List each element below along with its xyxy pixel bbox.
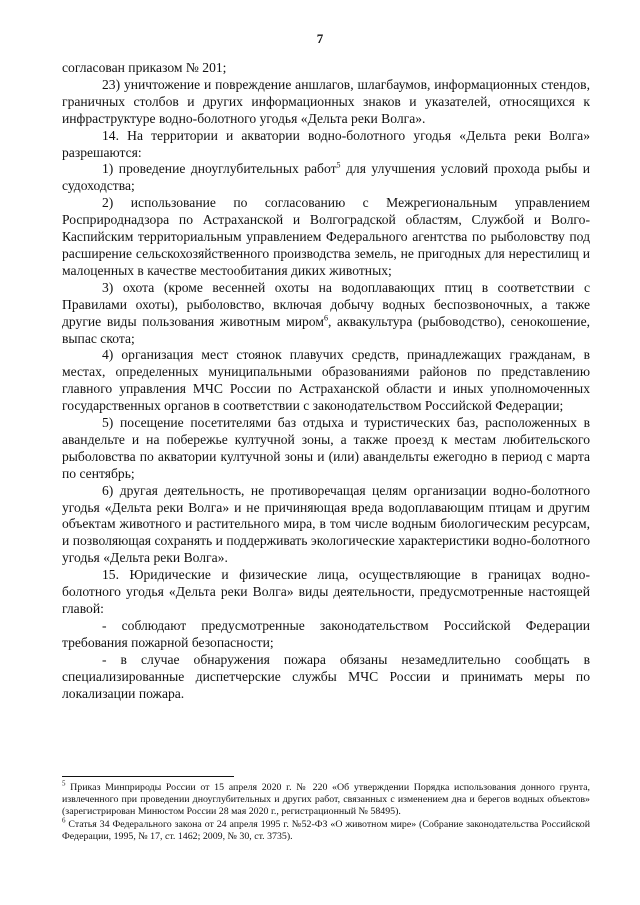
footnote-6: $^6$ Статья 34 Федерального закона от 24 апреля 1995 г. №52-ФЗ «О животном мире» (Собрание законодательства Российской Федерации, 1995, № 17, ст. 1462; 2009, № 30, ст. 3735). [62,816,590,842]
footnote-divider [62,776,234,777]
paragraph-continuation: согласован приказом № 201; [62,60,227,75]
footnote-5: $^5$ Приказ Минприроды России от 15 апреля 2020 г. № 220 «Об утверждении Порядка использования донного грунта, извлеченного при проведении дноуглубительных и других работ, связанных с изменением дна и берегов водных объектов» (зарегистрирован Минюстом России 28 мая 2020 г., регистрационный № 58495). [62,779,590,818]
page-number: 7 [316,31,324,46]
paragraph-item-4: 4) организация мест стоянок плавучих средств, принадлежащих гражданам, в местах, определенных муниципальными образованиями районов по представлению главного управления МЧС России по Астраханской области и иных уполномоченных государственных органов в соответствии с законодательством Российской Федерации; [62,347,590,414]
paragraph-item-23: 23) уничтожение и повреждение аншлагов, шлагбаумов, информационных стендов, граничных столбов и других информационных знаков и указателей, относящихся к инфраструктуре водно-болотного угодья «Дельта реки Волга». [62,76,590,126]
footnote-ref-5: 5 [336,160,341,170]
paragraph-item-3: 3) охота (кроме весенней охоты на водоплавающих птиц в соответствии с Правилами охоты), рыболовство, включая добычу водных беспозвоночных, а также другие виды пользования животным миром$^6$, аквакультура (рыбоводство), сенокошение, выпас скота; [62,279,590,346]
paragraph-dash-1: - соблюдают предусмотренные законодательством Российской Федерации требования пожарной безопасности; [62,617,590,650]
paragraph-item-1: 1) проведение дноуглубительных работ$^5$ для улучшения условий прохода рыбы и судоходства; [62,160,590,194]
paragraph-section-15: 15. Юридические и физические лица, осуществляющие в границах водно-болотного угодья «Дельта реки Волга» виды деятельности, предусмотренные настоящей главой: [62,567,590,616]
paragraph-item-5: 5) посещение посетителями баз отдыха и туристических баз, расположенных в авандельте и на побережье култучной зоны, а также проезд к местам любительского рыболовства по акватории култучной зоны и (или) авандельты ежегодно в период с марта по сентябрь; [62,415,590,481]
footnote-mark-6: 6 [62,816,66,825]
paragraph-section-14: 14. На территории и акватории водно-болотного угодья «Дельта реки Волга» разрешаются: [62,127,590,160]
footnote-ref-6: 6 [323,313,328,323]
document-body [62,60,590,702]
footnote-mark-5: 5 [62,779,66,788]
paragraph-item-6: 6) другая деятельность, не противоречащая целям организации водно-болотного угодья «Дельта реки Волга» и не причиняющая вреда водоплавающим птицам и другим объектам животного и растительного мира, в том числе водным биологическим ресурсам, и позволяющая сохранять и поддерживать экологические характеристики водно-болотного угодья «Дельта реки Волга». [62,482,590,566]
paragraph-item-2: 2) использование по согласованию с Межрегиональным управлением Росприроднадзора по Астраханской и Волгоградской областям, Службой и Волго-Каспийским территориальным управлением Федерального агентства по рыболовству под расширение сельскохозяйственного производства земель, не пригодных для нерестилищ и малоценных в качестве местообитания диких животных; [62,195,590,278]
paragraph-dash-2: - в случае обнаружения пожара обязаны незамедлительно сообщать в специализированные диспетчерские службы МЧС России и принимать меры по локализации пожара. [62,651,590,701]
footnotes [62,779,590,843]
